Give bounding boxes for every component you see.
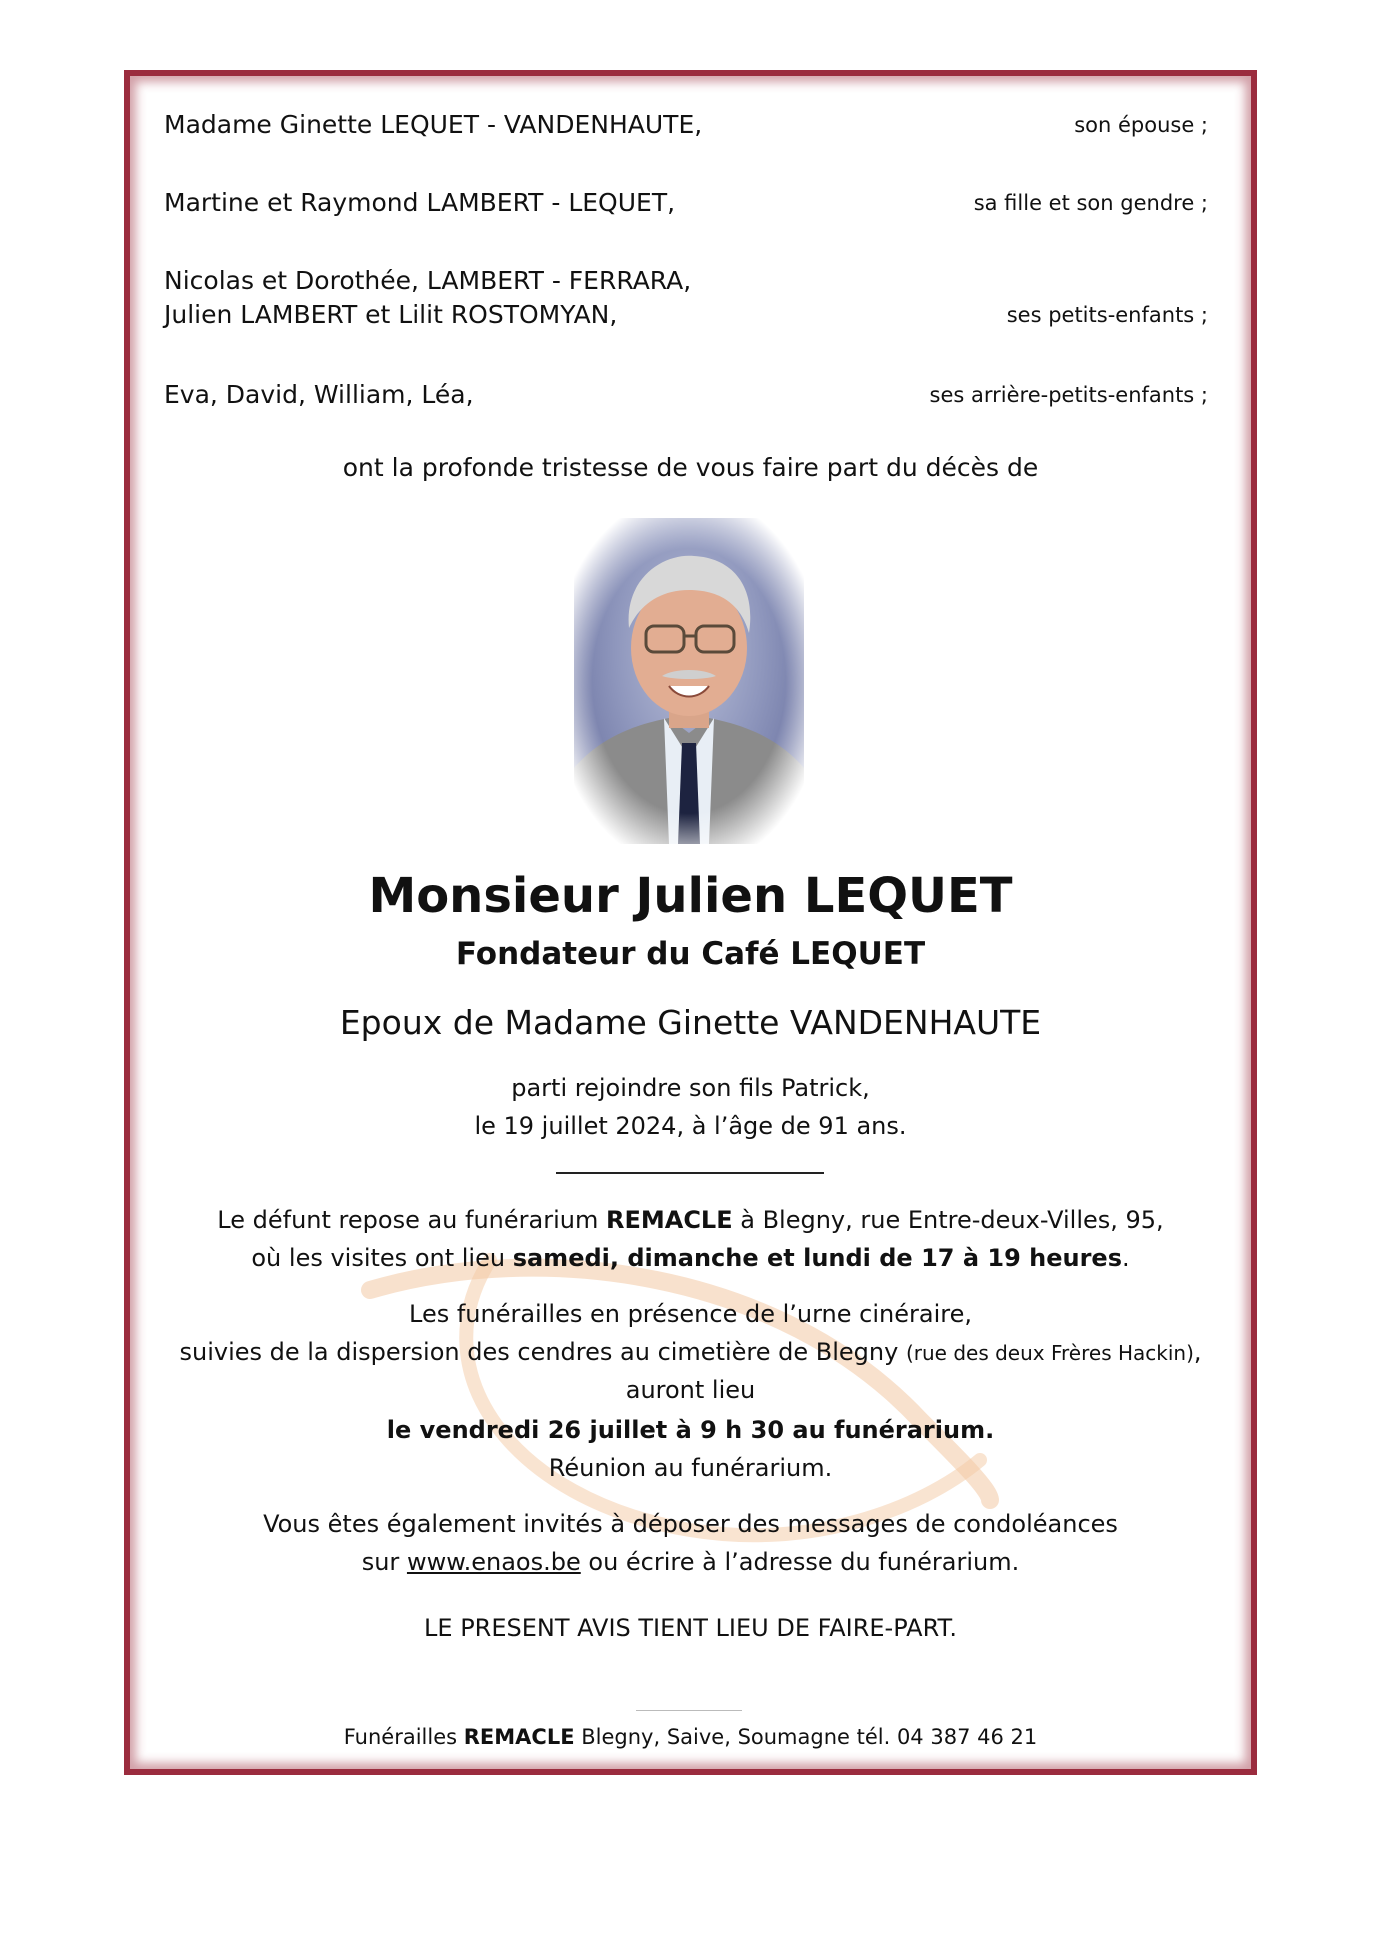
visits-line2-b: samedi, dimanche et lundi de 17 à 19 heures [512,1244,1122,1272]
family-names [164,264,691,332]
deceased-line2: le 19 juillet 2024, à l’âge de 91 ans. [474,1112,907,1140]
family-row-great-grandchildren [164,378,1208,412]
funeral-line1: Les funérailles en présence de l’urne cinéraire, [409,1300,972,1328]
family-relation: ses petits-enfants ; [1006,303,1208,328]
funeral-line2-a: suivies de la dispersion des cendres au cimetière de Blegny [179,1338,906,1366]
deceased-title: Fondateur du Café LEQUET [455,936,926,972]
deceased-spouse: Epoux de Madame Ginette VANDENHAUTE [339,1003,1042,1042]
family-relation: sa fille et son gendre ; [973,191,1208,216]
visits-line1-a: Le défunt repose au funérarium [217,1206,606,1234]
family-relation: ses arrière-petits-enfants ; [929,383,1208,408]
deceased-name: Monsieur Julien LEQUET [368,868,1013,924]
funeral-line4: le vendredi 26 juillet à 9 h 30 au funérarium. [386,1416,995,1444]
footer-a: Funérailles [343,1725,464,1749]
deceased-line1: parti rejoindre son fils Patrick, [511,1074,870,1102]
family-names: Martine et Raymond LAMBERT - LEQUET, [164,188,676,217]
family-names: Madame Ginette LEQUET - VANDENHAUTE, [164,110,703,139]
visits-line1-b: REMACLE [605,1206,733,1234]
family-row-grandchildren [164,264,1208,332]
family-relation: son épouse ; [1074,113,1208,138]
visits-line2 [124,1238,1257,1278]
condolences-line1: Vous êtes également invités à déposer des messages de condoléances [263,1510,1118,1538]
family-row-daughter [164,186,1208,220]
footer-divider [636,1710,742,1711]
visits-line2-c: . [1121,1244,1130,1272]
footer-text [124,1720,1257,1754]
family-row-spouse [164,108,1208,142]
funeral-line2-b: (rue des deux Frères Hackin) [905,1341,1194,1365]
notice-text: LE PRESENT AVIS TIENT LIEU DE FAIRE-PART. [424,1614,957,1642]
visits-line1-c: à Blegny, rue Entre-deux-Villes, 95, [732,1206,1164,1234]
condolences-line2 [124,1542,1257,1582]
family-names: Eva, David, William, Léa, [164,380,474,409]
family-names-line1: Nicolas et Dorothée, LAMBERT - FERRARA, [164,266,692,295]
footer-c: Blegny, Saive, Soumagne tél. 04 387 46 21 [574,1725,1038,1749]
condolences-link[interactable]: www.enaos.be [406,1548,581,1576]
funeral-line3: auront lieu [625,1376,756,1404]
funeral-line2 [124,1332,1257,1373]
condolences-line2-b: ou écrire à l’adresse du funérarium. [580,1548,1020,1576]
intro-text: ont la profonde tristesse de vous faire part du décès de [342,453,1039,482]
visits-line1 [124,1200,1257,1240]
portrait-photo [574,518,804,844]
section-divider [556,1172,824,1174]
funeral-line2-c: , [1193,1338,1202,1366]
family-names-line2: Julien LAMBERT et Lilit ROSTOMYAN, [164,299,618,329]
funeral-line5: Réunion au funérarium. [548,1454,833,1482]
footer-b: REMACLE [463,1725,575,1749]
portrait-figure-icon [574,518,804,844]
condolences-line2-a: sur [361,1548,407,1576]
visits-line2-a: où les visites ont lieu [251,1244,513,1272]
